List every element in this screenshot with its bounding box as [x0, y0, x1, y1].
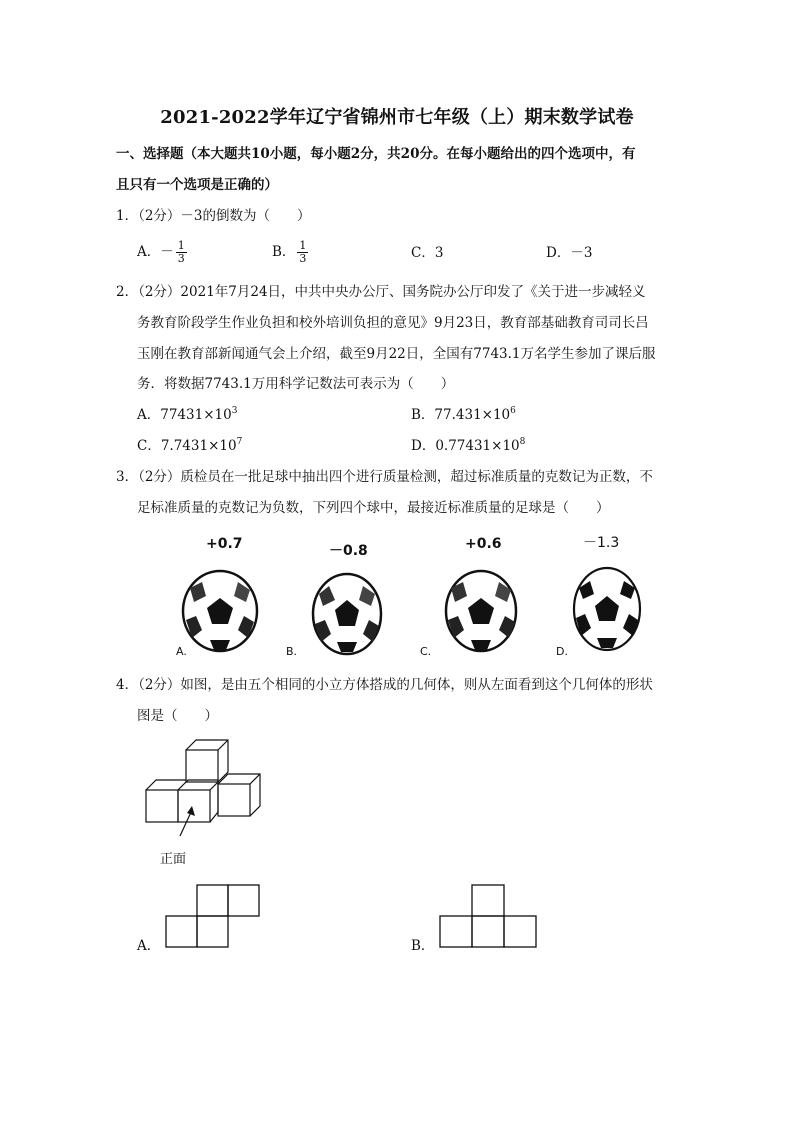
- soccer-ball-a-icon: [180, 568, 260, 654]
- q2-line4: 务．将数据7743.1万用科学记数法可表示为（ ）: [137, 376, 455, 392]
- ball-b-label: －0.8: [329, 543, 368, 559]
- ball-c-label: +0.6: [465, 536, 502, 552]
- front-label: 正面: [160, 852, 187, 867]
- q2-line2: 务教育阶段学生作业负担和校外培训负担的意见》9月23日，教育部基础教育司司长吕: [137, 315, 649, 331]
- q4-option-a-label: A．: [137, 938, 161, 954]
- q3-line2: 足标准质量的克数记为负数，下列四个球中，最接近标准质量的足球是（ ）: [137, 500, 610, 516]
- q4-line1: 4．（2分）如图，是由五个相同的小立方体搭成的几何体，则从左面看到这个几何体的形状: [116, 677, 653, 693]
- q1-option-a-fraction: [176, 240, 187, 265]
- q2-option-b-exponent: 6: [510, 406, 516, 416]
- q2-option-d-text: D．0.77431×10: [411, 438, 520, 454]
- q2-option-d-exponent: 8: [519, 437, 526, 447]
- ball-d-label: －1.3: [583, 535, 620, 551]
- q2-line3: 玉刚在教育部新闻通气会上介绍，截至9月22日，全国有7743.1万名学生参加了课后服: [137, 346, 656, 362]
- q2-option-b: [411, 405, 516, 425]
- q4-option-b-grid: [438, 884, 540, 950]
- q2-option-a-exponent: 3: [231, 406, 238, 416]
- ball-d-letter: D.: [556, 645, 568, 658]
- q1-option-a-prefix: A．－: [137, 244, 174, 260]
- q1-option-c: C．3: [411, 245, 444, 261]
- q1-option-b-prefix: B．: [272, 244, 296, 260]
- soccer-ball-b-icon: [311, 572, 383, 656]
- q2-option-d: [411, 436, 525, 456]
- soccer-ball-d-icon: [572, 566, 642, 652]
- fraction-denominator: 3: [177, 251, 185, 265]
- section-heading-line2: 且只有一个选项是正确的）: [116, 177, 278, 193]
- q1-stem: 1．（2分）－3的倒数为（ ）: [116, 208, 311, 224]
- q2-option-a: [137, 405, 237, 425]
- q2-option-b-text: B．77.431×10: [411, 407, 511, 423]
- fraction-numerator: 1: [177, 238, 185, 252]
- ball-b-letter: B.: [286, 645, 298, 658]
- q2-option-c-exponent: 7: [236, 437, 243, 447]
- q2-option-a-text: A．77431×10: [137, 407, 232, 423]
- q4-option-a-grid: [163, 884, 263, 950]
- cube-figure-diagram: [140, 738, 270, 838]
- soccer-ball-c-icon: [443, 568, 519, 654]
- ball-a-letter: A.: [176, 645, 187, 658]
- q1-option-b-fraction: [297, 240, 308, 265]
- q1-option-b: [272, 237, 310, 267]
- q2-line1: 2．（2分）2021年7月24日，中共中央办公厅、国务院办公厅印发了《关于进一步减轻义: [116, 284, 646, 300]
- section-heading-line1: 一、选择题（本大题共10小题，每小题2分，共20分。在每小题给出的四个选项中，有: [116, 146, 636, 162]
- fraction-numerator: 1: [299, 238, 307, 252]
- ball-c-letter: C.: [420, 645, 432, 658]
- q4-line2: 图是（ ）: [137, 708, 218, 724]
- q4-option-b-label: B．: [411, 938, 435, 954]
- q3-line1: 3．（2分）质检员在一批足球中抽出四个进行质量检测，超过标准质量的克数记为正数，不: [116, 469, 653, 485]
- fraction-denominator: 3: [299, 251, 307, 265]
- q1-option-d: D．－3: [546, 245, 593, 261]
- q1-option-a: [137, 237, 189, 267]
- ball-a-label: +0.7: [206, 536, 243, 552]
- q2-option-c-text: C．7.7431×10: [137, 438, 237, 454]
- q2-option-c: [137, 436, 242, 456]
- page-title: 2021-2022学年辽宁省锦州市七年级（上）期末数学试卷: [160, 107, 634, 128]
